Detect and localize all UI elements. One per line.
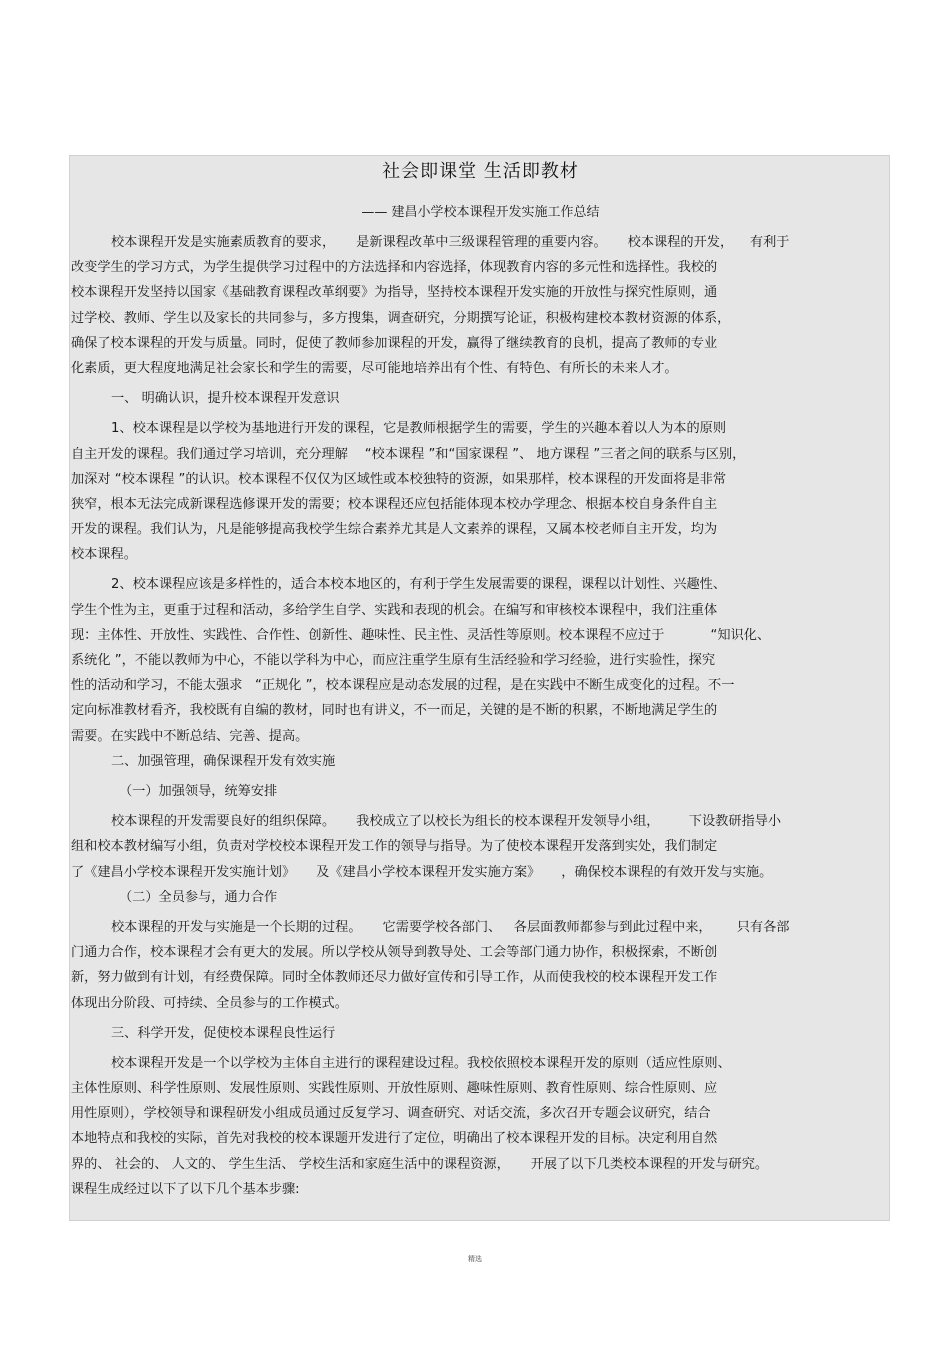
text-line: 组和校本教材编写小组，负责对学校校本课程开发工作的领导与指导。为了使校本课程开发落到实处，我们制定 xyxy=(71,839,718,855)
text-line: 性的活动和学习，不能太强求 “正规化 ”，校本课程应是动态发展的过程，是在实践中不断生成变化的过程。不一 xyxy=(71,678,735,694)
text-line: 了《建昌小学校本课程开发实施计划》 及《建昌小学校本课程开发实施方案》 ，确保校本课程的有效开发与实施。 xyxy=(71,864,773,880)
text-line: 门通力合作，校本课程才会有更大的发展。所以学校从领导到教导处、工会等部门通力协作，积极探索，不断创 xyxy=(71,945,718,961)
text-line: 学生个性为主，更重于过程和活动，多给学生自学、实践和表现的机会。在编写和审核校本课程中，我们注重体 xyxy=(71,602,718,618)
text-line: 校本课程开发是一个以学校为主体自主进行的课程建设过程。我校依照校本课程开发的原则（适应性原则、 xyxy=(111,1055,731,1071)
text-line: 需要。在实践中不断总结、完善、提高。 xyxy=(71,728,309,744)
document-title: 社会即课堂 生活即教材 xyxy=(382,161,579,182)
text-line: 体现出分阶段、可持续、全员参与的工作模式。 xyxy=(71,995,348,1011)
text-line: 2、校本课程应该是多样性的，适合本校本地区的，有利于学生发展需要的课程，课程以计划性、兴趣性、 xyxy=(111,577,727,593)
document-body xyxy=(71,230,889,1202)
text-line: 自主开发的课程。我们通过学习培训，充分理解 “校本课程 ”和“国家课程 ”、 地方课程 ”三者之间的联系与区别， xyxy=(71,446,746,462)
text-line: 狭窄，根本无法完成新课程选修课开发的需要；校本课程还应包括能体现本校办学理念、根据本校自身条件自主 xyxy=(71,496,718,512)
section1-paragraph-2 xyxy=(71,572,889,748)
text-line: 开发的课程。我们认为，凡是能够提高我校学生综合素养尤其是人文素养的课程，又属本校老师自主开发，均为 xyxy=(71,522,718,538)
text-line: 现：主体性、开放性、实践性、合作性、创新性、趣味性、民主性、灵活性等原则。校本课程不应过于 “知识化、 xyxy=(71,627,771,643)
text-line: 校本课程。 xyxy=(71,547,137,563)
text-line: 主体性原则、科学性原则、发展性原则、实践性原则、开放性原则、趣味性原则、教育性原则、综合性原则、应 xyxy=(71,1081,718,1097)
text-line: 确保了校本课程的开发与质量。同时，促使了教师参加课程的开发，赢得了继续教育的良机，提高了教师的专业 xyxy=(71,335,718,351)
section2-sub1-paragraph xyxy=(71,809,889,885)
text-line: 系统化 ”，不能以教师为中心，不能以学科为中心，而应注重学生原有生活经验和学习经验，进行实验性，探究 xyxy=(71,653,716,669)
section2-sub2-paragraph xyxy=(71,915,889,1016)
document-subtitle: —— 建昌小学校本课程开发实施工作总结 xyxy=(361,205,600,220)
text-line: 校本课程的开发需要良好的组织保障。 我校成立了以校长为组长的校本课程开发领导小组， 下设教研指导小 xyxy=(111,814,782,830)
text-line: 校本课程开发坚持以国家《基础教育课程改革纲要》为指导，坚持校本课程开发实施的开放性与探究性原则，通 xyxy=(71,285,718,301)
subsection-heading-2: （二）全员参与，通力合作 xyxy=(119,889,278,905)
intro-paragraph xyxy=(71,230,889,381)
text-line: 改变学生的学习方式，为学生提供学习过程中的方法选择和内容选择，体现教育内容的多元性和选择性。我校的 xyxy=(71,260,718,276)
text-line: 校本课程的开发与实施是一个长期的过程。 它需要学校各部门、 各层面教师都参与到此过程中来， 只有各部 xyxy=(111,919,790,935)
section-heading-1: 一、 明确认识，提升校本课程开发意识 xyxy=(111,391,340,407)
text-line: 本地特点和我校的实际，首先对我校的校本课题开发进行了定位，明确出了校本课程开发的目标。决定利用自然 xyxy=(71,1131,718,1147)
text-line: 课程生成经过以下了以下几个基本步骤: xyxy=(71,1181,300,1197)
page-footer-mark: 精选 xyxy=(468,1255,482,1263)
text-line: 校本课程开发是实施素质教育的要求， 是新课程改革中三级课程管理的重要内容。 校本课程的开发， 有利于 xyxy=(111,235,790,250)
text-line: 界的、 社会的、 人文的、 学生生活、 学校生活和家庭生活中的课程资源， 开展了以下几类校本课程的开发与研究。 xyxy=(71,1156,769,1172)
text-line: 加深对 “校本课程 ”的认识。校本课程不仅仅为区域性或本校独特的资源，如果那样，校本课程的开发面将是非常 xyxy=(71,471,727,487)
text-line: 用性原则），学校领导和课程研发小组成员通过反复学习、调查研究、对话交流，多次召开专题会议研究，结合 xyxy=(71,1106,711,1122)
section-heading-3: 三、科学开发，促使校本课程良性运行 xyxy=(111,1025,336,1041)
section-heading-2: 二、加强管理，确保课程开发有效实施 xyxy=(111,753,336,769)
text-line: 1、校本课程是以学校为基地进行开发的课程，它是教师根据学生的需要，学生的兴趣本着以人为本的原则 xyxy=(111,421,727,437)
text-line: 化素质，更大程度地满足社会家长和学生的需要，尽可能地培养出有个性、有特色、有所长的未来人才。 xyxy=(71,360,678,376)
text-line: 过学校、教师、学生以及家长的共同参与，多方搜集，调查研究，分期撰写论证，积极构建校本教材资源的体系， xyxy=(71,310,731,326)
text-line: 定向标准教材看齐，我校既有自编的教材，同时也有讲义，不一而足，关键的是不断的积累，不断地满足学生的 xyxy=(71,703,718,719)
section1-paragraph-1 xyxy=(71,416,889,567)
section3-paragraph xyxy=(71,1051,889,1202)
document-content-box xyxy=(69,155,890,1221)
text-line: 新，努力做到有计划，有经费保障。同时全体教师还尽力做好宣传和引导工作，从而使我校的校本课程开发工作 xyxy=(71,970,718,986)
subsection-heading-1: （一）加强领导，统筹安排 xyxy=(119,783,278,799)
